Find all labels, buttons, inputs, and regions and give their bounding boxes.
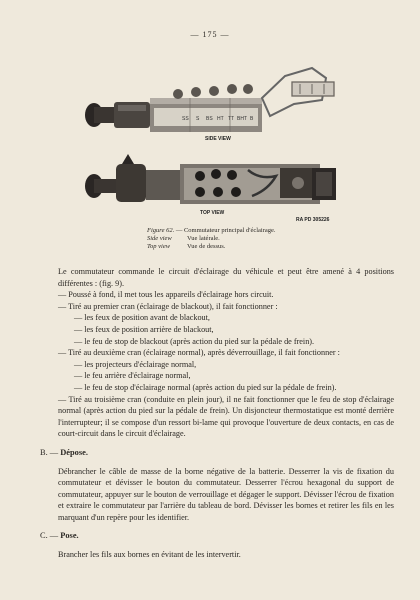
switch-figure bbox=[80, 58, 350, 226]
section-c-heading bbox=[36, 530, 394, 542]
position-3-item: — les projecteurs d'éclairage normal, bbox=[74, 359, 197, 369]
legend-french: Vue latérale. bbox=[187, 235, 220, 242]
terminal-mark: BS bbox=[206, 116, 213, 122]
position-3-item: — le feu arrière d'éclairage normal, bbox=[74, 371, 191, 381]
terminal-mark: S bbox=[196, 116, 200, 122]
switch-photo bbox=[80, 58, 350, 226]
position-2-item: — les feux de position avant de blackout, bbox=[74, 313, 210, 323]
section-b-letter: B. — bbox=[40, 447, 59, 457]
terminal-mark: HT bbox=[217, 116, 224, 122]
legend-row-top bbox=[147, 243, 347, 251]
position-2-item: — le feu de stop de blackout (après action du pied sur la pédale de frein). bbox=[74, 336, 315, 346]
section-b-title: Dépose. bbox=[60, 447, 88, 457]
intro-paragraph: Le commutateur commande le circuit d'éclairage du véhicule et peut être amené à 4 positions différentes : (fig. 9). bbox=[58, 267, 394, 288]
section-c-title: Pose. bbox=[60, 531, 79, 541]
position-2: — Tiré au premier cran (éclairage de blackout), il fait fonctionner : bbox=[58, 301, 278, 311]
top-view-illustration bbox=[85, 154, 336, 204]
terminal-mark: SS bbox=[182, 116, 189, 122]
side-view-label: SIDE VIEW bbox=[205, 136, 231, 142]
top-view-label: TOP VIEW bbox=[200, 210, 225, 216]
section-b-text: Débrancher le câble de masse de la borne négative de la batterie. Desserrer la vis de fixation du commutateur et dévisser le bouton du commutateur. Desserrer l'écrou hexagonal du support de commutateur, appuyer sur le bouton de verrouillage et dégager le support. Dévisser l'écrou de fixation et extraire le commutateur par l'arrière du tableau de bord. Dévisser les bornes et retirer les fils en les marquant d'un repère pour les identifier. bbox=[58, 466, 394, 522]
side-view-illustration bbox=[85, 68, 334, 132]
legend-english: Top view bbox=[147, 243, 171, 250]
position-4: — Tiré au troisième cran (conduite en plein jour), il ne fait fonctionner que le feu de stop d'éclairage normal (après action du pied sur la pédale de frein). Un disjoncteur thermostatique est monté derrière l'interrupteur; il se compose d'un ressort bi-lame qui provoque l'ouverture de deux contacts, en cas de court-circuit dans le circuit d'éclairage. bbox=[58, 394, 394, 439]
terminal-mark: TT bbox=[228, 116, 235, 122]
caption-text: — Commutateur principal d'éclairage. bbox=[174, 227, 276, 234]
body-text bbox=[36, 266, 394, 561]
legend-english: Side view bbox=[147, 235, 172, 242]
terminal-mark: B bbox=[250, 116, 254, 122]
position-3: — Tiré au deuxième cran (éclairage normal), après déverrouillage, il fait fonctionner : bbox=[58, 348, 340, 358]
legend-french: Vue de dessus. bbox=[187, 243, 226, 250]
page-number: — 175 — bbox=[190, 30, 230, 39]
caption-title bbox=[147, 227, 347, 235]
legend-row-side bbox=[147, 235, 347, 243]
figure-reference: RA PD 305226 bbox=[296, 217, 330, 223]
position-3-item: — le feu de stop d'éclairage normal (après action du pied sur la pédale de frein). bbox=[74, 382, 337, 392]
section-c-letter: C. — bbox=[40, 531, 59, 541]
section-b-heading bbox=[36, 447, 394, 459]
position-2-item: — les feux de position arrière de blackout, bbox=[74, 324, 214, 334]
section-c-text: Brancher les fils aux bornes en évitant de les intervertir. bbox=[58, 550, 241, 560]
position-1: — Poussé à fond, il met tous les appareils d'éclairage hors circuit. bbox=[58, 290, 274, 300]
caption-prefix: Figure 62. bbox=[147, 227, 175, 234]
terminal-mark: BHT bbox=[237, 116, 247, 122]
figure-caption bbox=[147, 227, 347, 251]
